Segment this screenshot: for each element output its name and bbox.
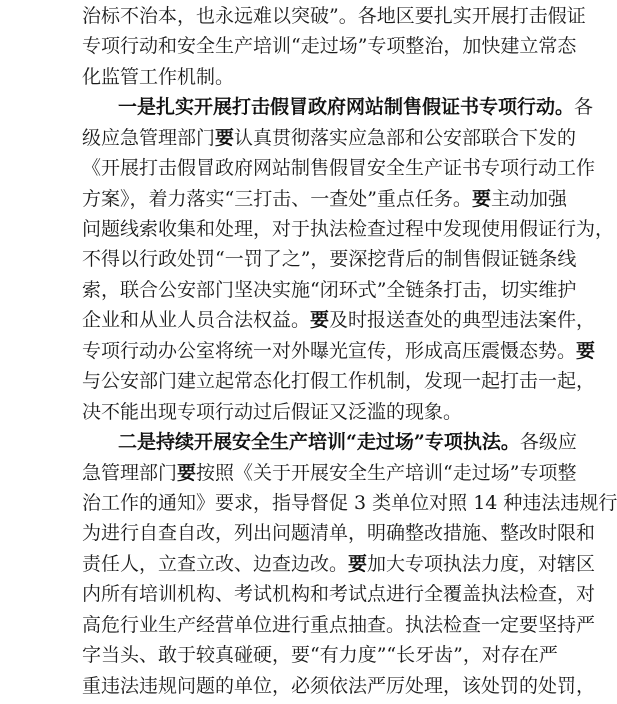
text-run: 《开展打击假冒政府网站制售假冒安全生产证书专项行动工作 — [82, 157, 596, 179]
text-run: 企业和从业人员合法权益。 — [82, 309, 311, 331]
bold-heading: 一是扎实开展打击假冒政府网站制售假证书专项行动。 — [118, 96, 575, 118]
text-run: 加大专项执法力度，对辖区 — [367, 553, 596, 575]
bold-heading: 二是持续开展安全生产培训“走过场”专项执法。 — [118, 431, 520, 453]
text-run: 按照《关于开展安全生产培训“走过场”专项整 — [196, 462, 577, 484]
text-run: 治标不治本，也永远难以突破”。各地区要扎实开展打击假证 — [82, 5, 586, 27]
bold-keyword: 要 — [310, 309, 330, 331]
text-run: 为进行自查自改，列出问题清单，明确整改措施、整改时限和 — [82, 522, 596, 544]
text-run: 与公安部门建立起常态化打假工作机制，发现一起打击一起， — [82, 370, 596, 392]
text-run: 责任人，立查立改、边查边改。 — [82, 553, 349, 575]
text-run: 各级应 — [519, 431, 577, 453]
text-run: 化监管工作机制。 — [82, 66, 235, 88]
text-run: 主动加强 — [490, 188, 567, 210]
text-run: 内所有培训机构、考试机构和考试点进行全覆盖执法检查，对 — [82, 583, 596, 605]
text-run: 重违法违规问题的单位，必须依法严厉处理，该处罚的处罚， — [82, 675, 596, 697]
text-run: 高危行业生产经营单位进行重点抽查。执法检查一定要坚持严 — [82, 614, 596, 636]
bold-keyword: 要 — [576, 340, 596, 362]
bold-keyword: 要 — [348, 553, 368, 575]
text-run: 级应急管理部门 — [82, 127, 216, 149]
bold-keyword: 要 — [215, 127, 235, 149]
text-run: 决不能出现专项行动过后假证又泛滥的现象。 — [82, 401, 463, 423]
bold-keyword: 要 — [471, 188, 491, 210]
text-run: 各 — [574, 96, 594, 118]
text-run: 索，联合公安部门坚决实施“闭环式”全链条打击，切实维护 — [82, 279, 577, 301]
text-run: 急管理部门 — [82, 462, 178, 484]
text-run: 不得以行政处罚“一罚了之”，要深挖背后的制售假证链条线 — [82, 248, 577, 270]
text-run: 专项行动办公室将统一对外曝光宣传，形成高压震慑态势。 — [82, 340, 577, 362]
bold-keyword: 要 — [177, 462, 197, 484]
text-run: 及时报送查处的典型违法案件， — [329, 309, 596, 331]
text-run: 治工作的通知》要求，指导督促 3 类单位对照 14 种违法违规行 — [82, 492, 617, 514]
text-run: 认真贯彻落实应急部和公安部联合下发的 — [234, 127, 577, 149]
text-run: 方案》，着力落实“三打击、一查处”重点任务。 — [82, 188, 472, 210]
text-run: 专项行动和安全生产培训“走过场”专项整治，加快建立常态 — [82, 35, 577, 57]
text-line — [82, 668, 596, 704]
text-run: 问题线索收集和处理，对于执法检查过程中发现使用假证行为， — [82, 218, 615, 240]
text-run: 字当头、敢于较真碰硬，要“有力度”“长牙齿”，对存在严 — [82, 644, 558, 666]
